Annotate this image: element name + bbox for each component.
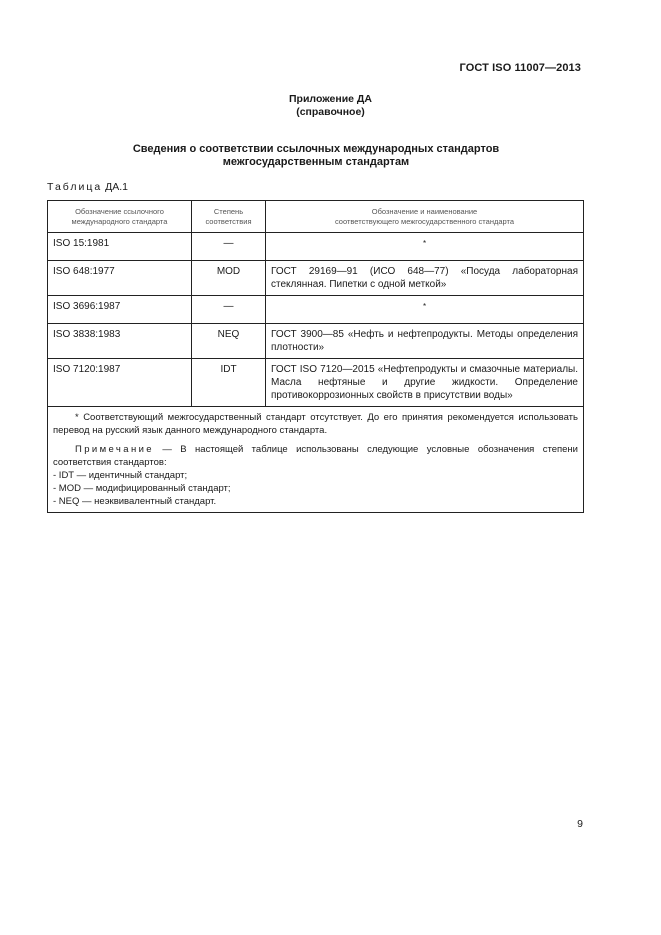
cell-interstate: *: [266, 233, 584, 261]
table-row: [48, 261, 584, 296]
abbreviation-mod: - MOD — модифицированный стандарт;: [53, 483, 231, 494]
table-row: [48, 233, 584, 261]
column-header-degree: [192, 201, 266, 233]
table-notes-row: [48, 407, 584, 513]
cell-standard: ISO 648:1977: [48, 261, 192, 296]
cell-degree: NEQ: [192, 324, 266, 359]
column-header-interstate: [266, 201, 584, 233]
footnote: * Соответствующий межгосударственный стандарт отсутствует. До его принятия рекомендуется использовать перевод на русский язык данного международного стандарта.: [53, 412, 578, 436]
annex-name: Приложение ДА: [289, 93, 372, 105]
page-number: 9: [577, 818, 583, 830]
cell-standard: ISO 15:1981: [48, 233, 192, 261]
column-header-standard-line1: Обозначение ссылочного: [75, 207, 164, 216]
annex-status: (справочное): [296, 106, 365, 118]
cell-degree: IDT: [192, 359, 266, 407]
table-notes: [48, 407, 584, 513]
column-header-interstate-line1: Обозначение и наименование: [371, 207, 478, 216]
table-row: [48, 324, 584, 359]
column-header-standard: [48, 201, 192, 233]
column-header-interstate-line2: соответствующего межгосударственного стандарта: [334, 217, 515, 226]
cell-degree: —: [192, 233, 266, 261]
cell-interstate: ГОСТ 3900—85 «Нефть и нефтепродукты. Методы определения плотности»: [266, 324, 584, 359]
note-label: Примечание: [75, 444, 154, 455]
table-row: [48, 296, 584, 324]
table-header-row: [48, 201, 584, 233]
section-heading: [0, 143, 632, 169]
document-code: ГОСТ ISO 11007—2013: [459, 62, 581, 74]
table-caption: [47, 181, 128, 193]
abbreviation-idt: - IDT — идентичный стандарт;: [53, 470, 188, 481]
cell-standard: ISO 3696:1987: [48, 296, 192, 324]
cell-standard: ISO 3838:1983: [48, 324, 192, 359]
column-header-degree-line2: соответствия: [205, 217, 252, 226]
note-text: — В настоящей таблице использованы следующие условные обозначения степени соответствия стандартов:: [53, 444, 578, 468]
cell-interstate: ГОСТ 29169—91 (ИСО 648—77) «Посуда лабораторная стеклянная. Пипетки с одной меткой»: [266, 261, 584, 296]
cell-degree: —: [192, 296, 266, 324]
table-row: [48, 359, 584, 407]
cell-standard: ISO 7120:1987: [48, 359, 192, 407]
abbreviation-neq: - NEQ — неэквивалентный стандарт.: [53, 496, 217, 507]
cell-degree: MOD: [192, 261, 266, 296]
note: [53, 443, 578, 469]
annex-title: [0, 93, 661, 119]
column-header-degree-line1: Степень: [213, 207, 244, 216]
section-heading-line2: межгосударственным стандартам: [222, 156, 410, 168]
table-caption-number: ДА.1: [105, 181, 128, 193]
cell-interstate: ГОСТ ISO 7120—2015 «Нефтепродукты и смазочные материалы. Масла нефтяные и другие жидкости. Определение противокоррозионных свойств в присутствии воды»: [266, 359, 584, 407]
standards-table: [47, 200, 584, 513]
section-heading-line1: Сведения о соответствии ссылочных международных стандартов: [132, 143, 500, 155]
cell-interstate: *: [266, 296, 584, 324]
table-caption-word: Таблица: [47, 181, 103, 193]
column-header-standard-line2: международного стандарта: [71, 217, 168, 226]
